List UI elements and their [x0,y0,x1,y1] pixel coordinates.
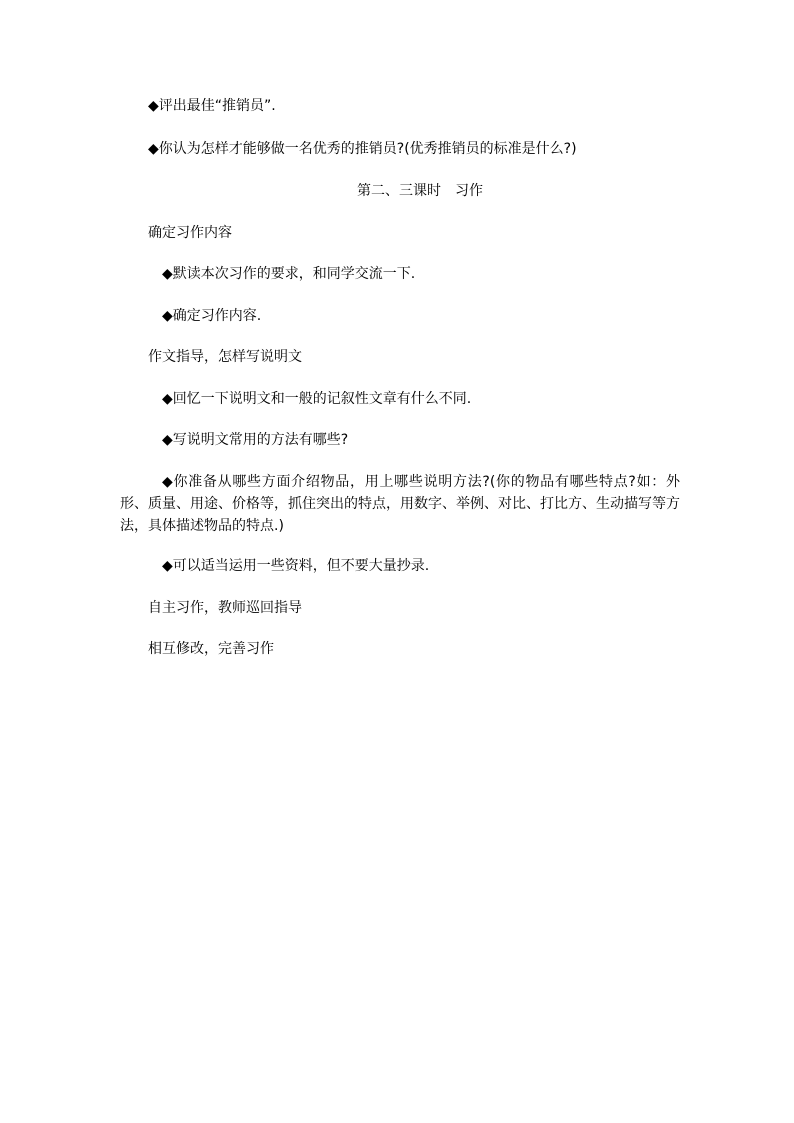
text-line-writing-guidance: 作文指导，怎样写说明文 [148,349,302,365]
text-line-best-salesperson: ◆评出最佳“推销员”. [148,98,276,114]
section-title: 第二、三课时 习作 [357,183,483,199]
text-line-use-materials: ◆可以适当运用一些资料，但不要大量抄录. [162,558,430,574]
text-line-mutual-revision: 相互修改，完善习作 [148,641,274,657]
text-line-excellent-salesperson: ◆你认为怎样才能够做一名优秀的推销员?(优秀推销员的标准是什么?) [148,141,577,157]
text-line-common-methods: ◆写说明文常用的方法有哪些? [162,432,349,448]
text-line-determine-content: 确定习作内容 [148,225,232,241]
text-line-read-requirements: ◆默读本次习作的要求，和同学交流一下. [162,266,416,282]
text-line-recall-difference: ◆回忆一下说明文和一般的记叙性文章有什么不同. [162,391,472,407]
text-line-determine-content-item: ◆确定习作内容. [162,308,262,324]
text-paragraph-introduce-item: ◆你准备从哪些方面介绍物品，用上哪些说明方法?(你的物品有哪些特点?如：外形、质量、用途、价格等，抓住突出的特点，用数字、举例、对比、打比方、生动描写等方法，具体描述物品的特点.) [120,474,680,534]
text-line-independent-writing: 自主习作，教师巡回指导 [148,600,302,616]
